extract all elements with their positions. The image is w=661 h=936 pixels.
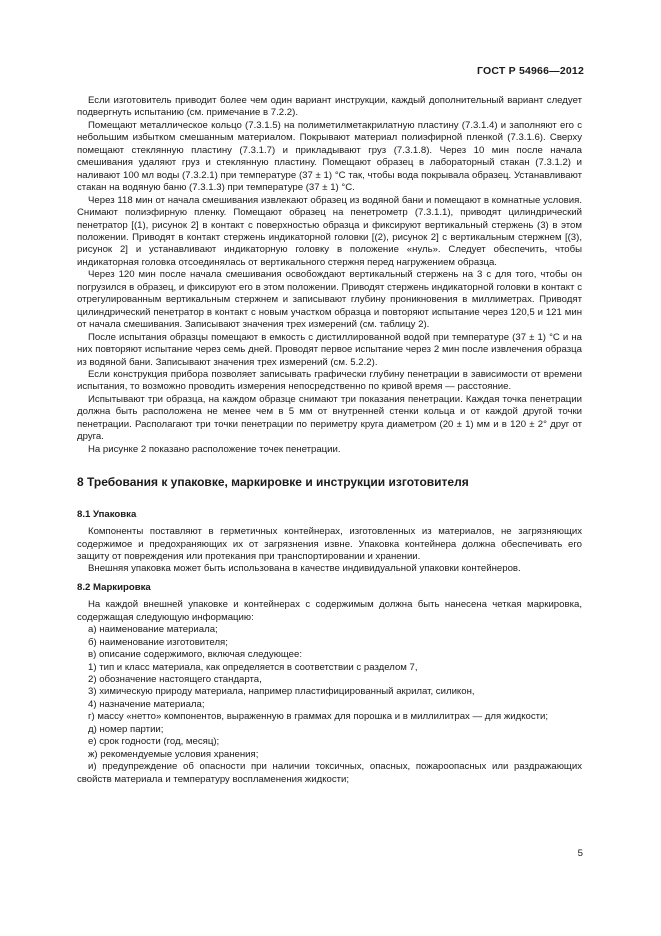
list-item: 3) химическую природу материала, например пластифицированный акрилат, силикон, bbox=[88, 686, 475, 698]
paragraph: Испытывают три образца, на каждом образце снимают три показания пенетрации. Каждая точка пенетрации должна быть расположена не менее чем в 5 мм от внутренней стенки кольца и от каждой другой точки пенетрации. Располагают три точки пенетрации по периметру круга диаметром (20 ± 1) мм и в 120 ± 2° друг от друга. bbox=[77, 393, 582, 443]
paragraph: На каждой внешней упаковке и контейнерах с содержимым должна быть нанесена четкая маркировка, содержащая следующую информацию: bbox=[77, 599, 582, 623]
list-item: г) массу «нетто» компонентов, выраженную в граммах для порошка и в миллилитрах — для жидкости; bbox=[88, 711, 549, 723]
list-item: 4) назначение материала; bbox=[88, 698, 205, 710]
document-header: ГОСТ Р 54966—2012 bbox=[476, 65, 584, 77]
paragraph: Внешняя упаковка может быть использована в качестве индивидуальной упаковки контейнеров. bbox=[88, 563, 521, 575]
list-item: и) предупреждение об опасности при наличии токсичных, опасных, пожароопасных или раздражающих свойств материала и температуру воспламенения жидкости; bbox=[77, 761, 582, 785]
list-item: ж) рекомендуемые условия хранения; bbox=[88, 748, 259, 760]
paragraph: Если изготовитель приводит более чем один вариант инструкции, каждый дополнительный вариант следует подвергнуть испытанию (см. примечание в 7.2.2). bbox=[77, 95, 582, 119]
list-item: а) наименование материала; bbox=[88, 624, 218, 636]
list-item: е) срок годности (год, месяц); bbox=[88, 736, 220, 748]
paragraph: На рисунке 2 показано расположение точек пенетрации. bbox=[88, 443, 341, 455]
paragraph: Помещают металлическое кольцо (7.3.1.5) на полиметилметакрилатную пластину (7.3.1.4) и заполняют его с небольшим избытком смешанным материалом. Покрывают материал полиэфирной пленкой (7.3.1.6). Сверху помещают стеклянную пластину (7.3.1.7) и прикладывают груз (7.3.1.8). Через 10 мин после начала смешивания удаляют груз и стеклянную пластину. Помещают образец в лабораторный стакан (7.3.1.2) и наливают 100 мл воды (7.3.2.1) при температуре (37 ± 1) °С так, чтобы вода покрывала образец. Устанавливают стакан на водяную баню (7.3.1.3) при температуре (37 ± 1) °С. bbox=[77, 119, 582, 194]
section-heading-8: 8 Требования к упаковке, маркировке и инструкции изготовителя bbox=[77, 475, 469, 490]
paragraph: Через 120 мин после начала смешивания освобождают вертикальный стержень на 3 с для того, чтобы он погрузился в образец, и фиксируют его в этом положении. Приводят стержень индикаторной головки в контакт с отрегулированным вертикальным стержнем и записывают глубину проникновения в миллиметрах. Приводят цилиндрический пенетратор в контакт с новым участком образца и повторяют испытание через 120,5 и 121 мин от начала смешивания. Записывают значения трех измерений (см. таблицу 2). bbox=[77, 269, 582, 331]
list-item: в) описание содержимого, включая следующее: bbox=[88, 649, 303, 661]
list-item: б) наименование изготовителя; bbox=[88, 636, 228, 648]
list-item: 1) тип и класс материала, как определяется в соответствии с разделом 7, bbox=[88, 661, 418, 673]
paragraph: Компоненты поставляют в герметичных контейнерах, изготовленных из материалов, не загрязняющих содержимое и предохраняющих их от загрязнения извне. Упаковка контейнера должна обеспечивать его защиту от повреждения или протекания при транспортировании и хранении. bbox=[77, 526, 582, 562]
document-body bbox=[77, 95, 582, 786]
page-number: 5 bbox=[577, 848, 583, 859]
subsection-heading-8-1: 8.1 Упаковка bbox=[77, 508, 137, 520]
list-item: 2) обозначение настоящего стандарта, bbox=[88, 674, 262, 686]
subsection-heading-8-2: 8.2 Маркировка bbox=[77, 581, 151, 593]
paragraph: Через 118 мин от начала смешивания извлекают образец из водяной бани и помещают в комнатные условия. Снимают полиэфирную пленку. Помещают образец на пенетрометр (7.3.1.1), приводят цилиндрический пенетратор [(1), рисунок 2] в контакт с поверхностью образца и фиксируют вертикальный стержень (3) в этом положении. Приводят в контакт стержень индикаторной головки [(2), рисунок 2] с вертикальным стержнем [(3), рисунок 2] и устанавливают индикаторную головку в положение «нуль». Следует обеспечить, чтобы индикаторная головка отсоединялась от вертикального стержня перед нагружением образца. bbox=[77, 194, 582, 268]
paragraph: Если конструкция прибора позволяет записывать графически глубину пенетрации в зависимости от времени испытания, то возможно проводить измерения непосредственно по кривой время — расстояние. bbox=[77, 368, 582, 393]
list-item: д) номер партии; bbox=[88, 723, 164, 735]
paragraph: После испытания образцы помещают в емкость с дистиллированной водой при температуре (37 ± 1) °С и на них повторяют испытание через семь дней. Проводят первое испытание через 2 мин после извлечения образца из водяной бани. Записывают значения трех измерений (см. 5.2.2). bbox=[77, 331, 582, 368]
